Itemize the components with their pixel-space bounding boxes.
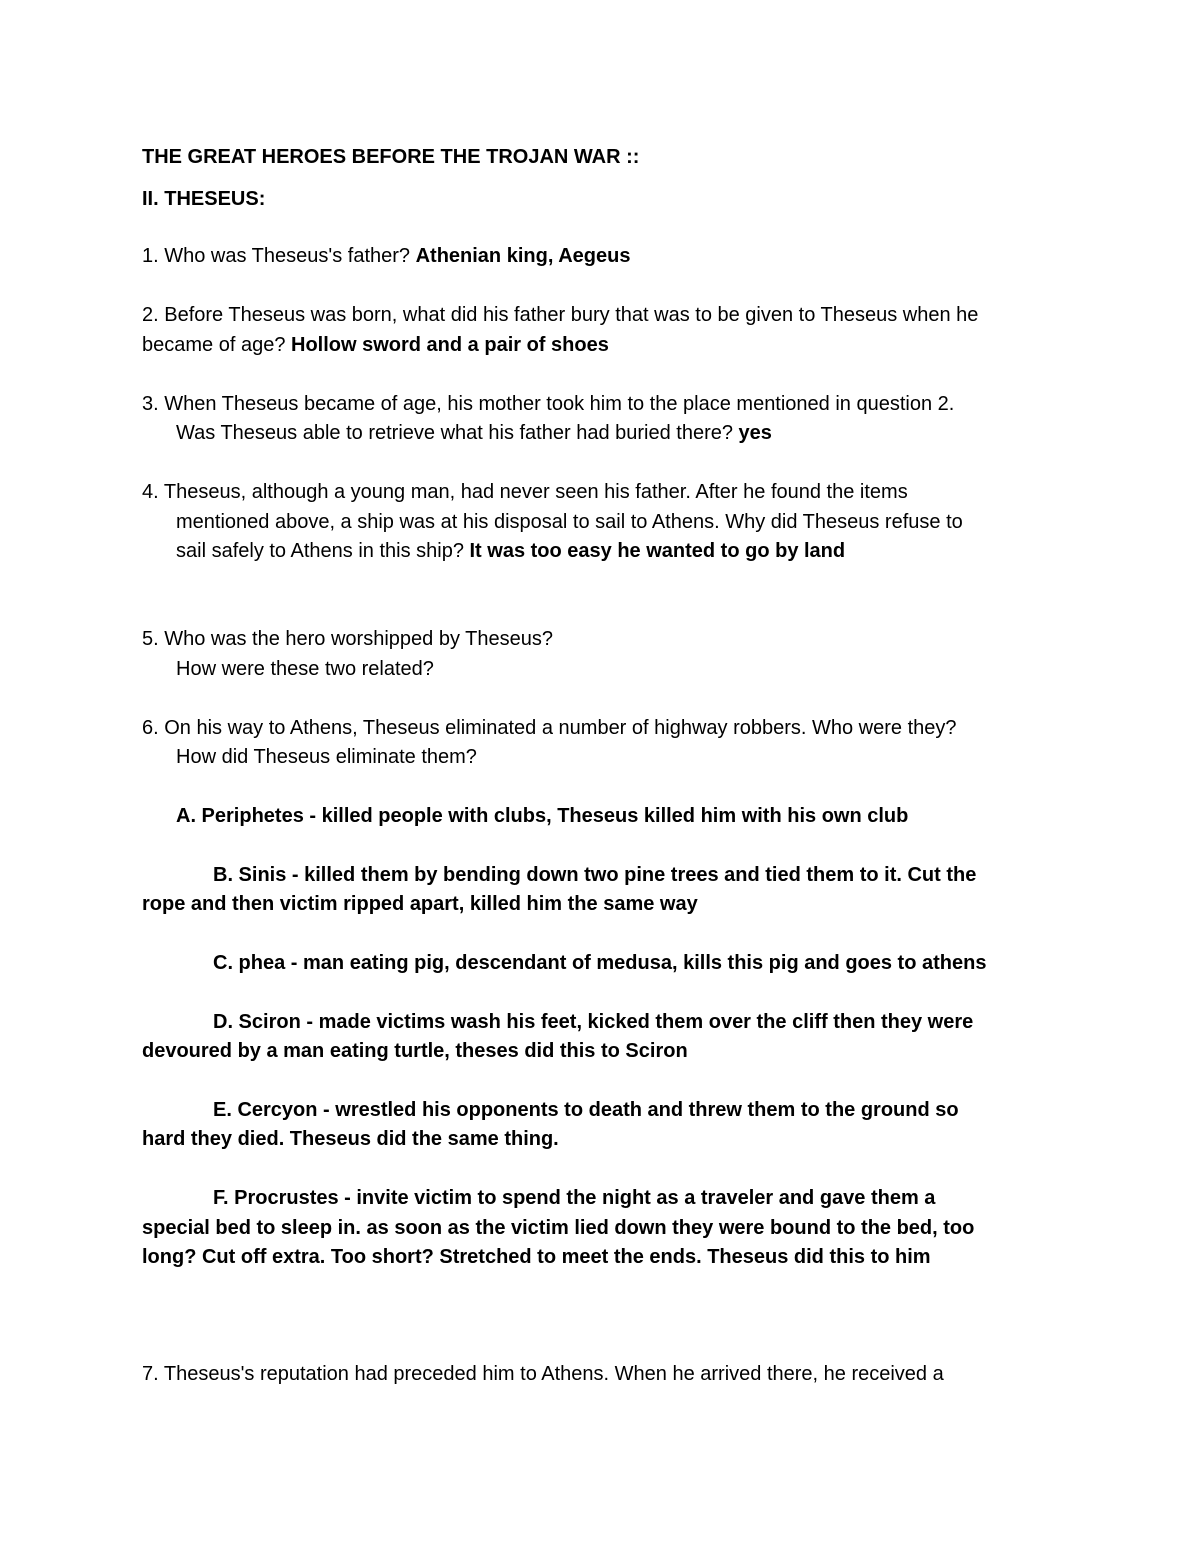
question-6-line-2: How did Theseus eliminate them?: [176, 746, 477, 768]
question-2-line-1: 2. Before Theseus was born, what did his father bury that was to be given to Theseus when he: [142, 304, 979, 326]
document-title: THE GREAT HEROES BEFORE THE TROJAN WAR ::: [142, 146, 640, 168]
robber-b-line-2: rope and then victim ripped apart, killed him the same way: [142, 893, 698, 915]
question-1: [142, 244, 630, 268]
robber-d-line-2: devoured by a man eating turtle, theses did this to Sciron: [142, 1040, 688, 1062]
question-3-line-2: [176, 421, 772, 445]
question-5-line-1: 5. Who was the hero worshipped by Theseus?: [142, 628, 553, 650]
question-5-line-2: How were these two related?: [176, 658, 434, 680]
robber-d-line-1: D. Sciron - made victims wash his feet, kicked them over the cliff then they were: [213, 1011, 974, 1033]
question-text: Was Theseus able to retrieve what his father had buried there?: [176, 422, 739, 444]
robber-f-line-1: F. Procrustes - invite victim to spend the night as a traveler and gave them a: [213, 1187, 936, 1209]
answer-text: yes: [738, 422, 772, 444]
robber-b-line-1: B. Sinis - killed them by bending down two pine trees and tied them to it. Cut the: [213, 864, 977, 886]
question-text: became of age?: [142, 334, 291, 356]
section-heading: II. THESEUS:: [142, 188, 266, 210]
robber-e-line-2: hard they died. Theseus did the same thing.: [142, 1128, 559, 1150]
question-3-line-1: 3. When Theseus became of age, his mother took him to the place mentioned in question 2.: [142, 393, 955, 415]
answer-text: It was too easy he wanted to go by land: [469, 540, 846, 562]
robber-c: C. phea - man eating pig, descendant of medusa, kills this pig and goes to athens: [213, 952, 987, 974]
question-4-line-3: [176, 539, 845, 563]
robber-f-line-3: long? Cut off extra. Too short? Stretched to meet the ends. Theseus did this to him: [142, 1246, 931, 1268]
answer-text: Hollow sword and a pair of shoes: [291, 334, 609, 356]
robber-f-line-2: special bed to sleep in. as soon as the victim lied down they were bound to the bed, too: [142, 1217, 975, 1239]
question-text: sail safely to Athens in this ship?: [176, 540, 470, 562]
question-4-line-1: 4. Theseus, although a young man, had never seen his father. After he found the items: [142, 481, 908, 503]
question-text: 1. Who was Theseus's father?: [142, 245, 416, 267]
question-4-line-2: mentioned above, a ship was at his disposal to sail to Athens. Why did Theseus refuse to: [176, 511, 963, 533]
question-2-line-2: [142, 333, 609, 357]
answer-text: Athenian king, Aegeus: [415, 245, 631, 267]
robber-e-line-1: E. Cercyon - wrestled his opponents to death and threw them to the ground so: [213, 1099, 959, 1121]
robber-a: A. Periphetes - killed people with clubs, Theseus killed him with his own club: [176, 805, 909, 827]
question-6-line-1: 6. On his way to Athens, Theseus eliminated a number of highway robbers. Who were they?: [142, 717, 957, 739]
question-7-line-1: 7. Theseus's reputation had preceded him to Athens. When he arrived there, he received a: [142, 1363, 944, 1385]
